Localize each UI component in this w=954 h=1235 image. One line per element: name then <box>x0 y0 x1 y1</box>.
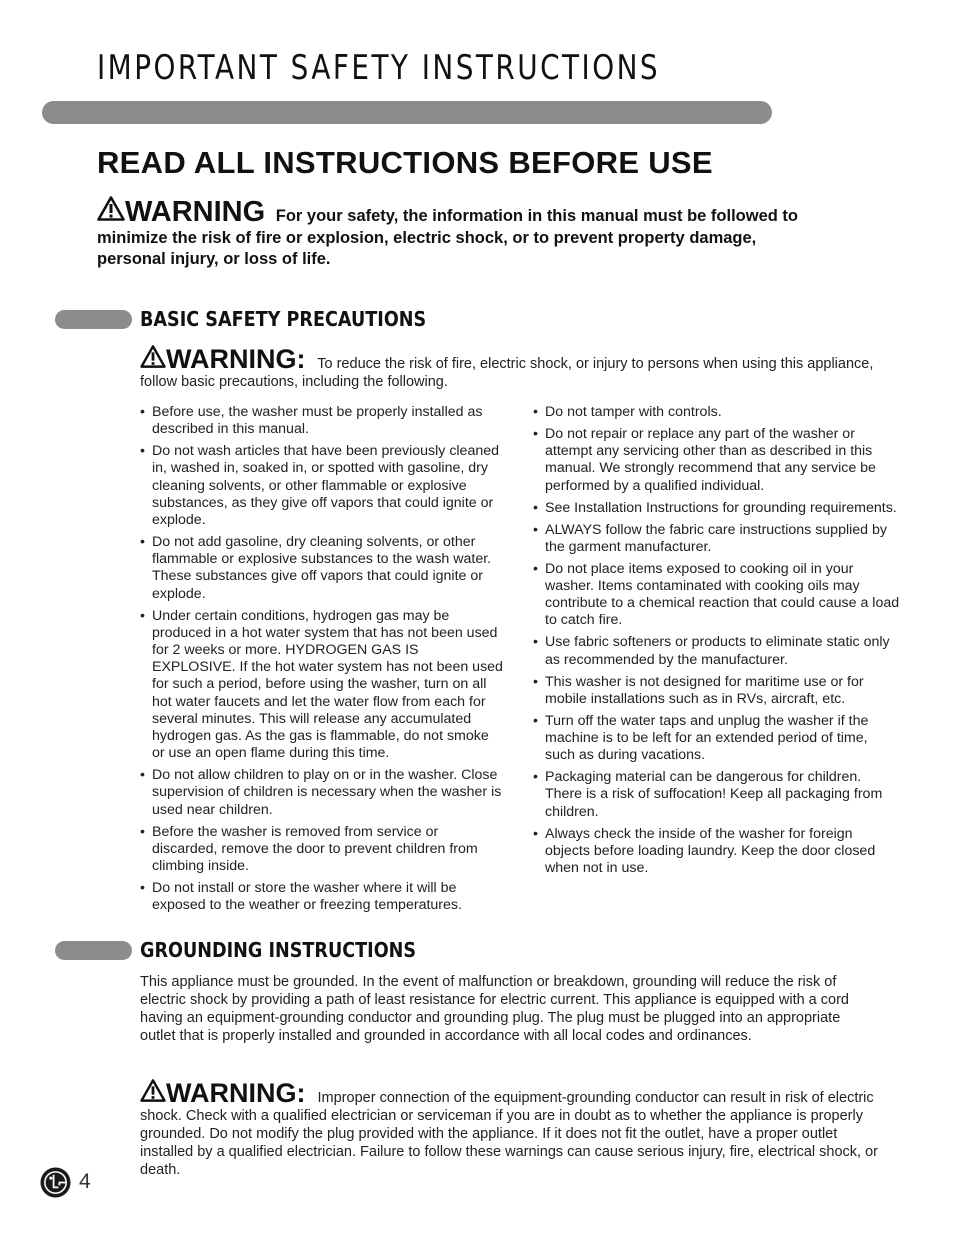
precautions-list-right <box>533 404 901 882</box>
warning-triangle-icon <box>140 1079 166 1102</box>
list-item: • Do not tamper with controls. <box>533 404 901 421</box>
list-item: • Use fabric softeners or products to eliminate static only as recommended by the manufacturer. <box>533 634 901 668</box>
page-header-title: IMPORTANT SAFETY INSTRUCTIONS <box>97 48 661 88</box>
section-marker-grounding <box>55 941 132 960</box>
intro-warning <box>97 196 817 271</box>
list-item: • Always check the inside of the washer for foreign objects before loading laundry. Keep the door closed when not in use. <box>533 826 901 878</box>
section-marker-basic <box>55 310 132 329</box>
list-item: • Do not wash articles that have been previously cleaned in, washed in, soaked in, or spotted with gasoline, dry cleaning solvents, or other flammable or explosive substances, as they give off vapors that could ignite or explode. <box>140 443 505 529</box>
intro-warning-text: For your safety, the information in this manual must be followed to minimize the risk of fire or explosion, electric shock, or to prevent property damage, personal injury, or loss of life. <box>97 207 798 268</box>
warning-label: WARNING <box>125 196 266 228</box>
list-item: • ALWAYS follow the fabric care instructions supplied by the garment manufacturer. <box>533 522 901 556</box>
list-item: • This washer is not designed for maritime use or for mobile installations such as in RVs, aircraft, etc. <box>533 674 901 708</box>
lg-logo-icon <box>40 1167 71 1198</box>
page-number: 4 <box>79 1170 91 1193</box>
list-item: • Packaging material can be dangerous for children. There is a risk of suffocation! Keep all packaging from children. <box>533 769 901 821</box>
warning-triangle-icon <box>140 345 166 368</box>
grounding-text: This appliance must be grounded. In the event of malfunction or breakdown, grounding will reduce the risk of electric shock by providing a path of least resistance for electric current. This appliance is equipped with a cord having an equipment-grounding conductor and grounding plug. The plug must be plugged into an appropriate outlet that is properly installed and grounded in accordance with all local codes and ordinances. <box>140 974 849 1044</box>
grounding-heading: GROUNDING INSTRUCTIONS <box>140 938 417 962</box>
list-item: • Before use, the washer must be properly installed as described in this manual. <box>140 404 505 438</box>
warning-triangle-icon <box>97 196 125 221</box>
list-item: • Turn off the water taps and unplug the washer if the machine is to be left for an extended period of time, such as during vacations. <box>533 713 901 765</box>
list-item: • Do not place items exposed to cooking oil in your washer. Items contaminated with cooking oils may contribute to a chemical reaction that could cause a load to catch fire. <box>533 561 901 630</box>
warning-label: WARNING: <box>166 1078 306 1108</box>
list-item: • Before the washer is removed from service or discarded, remove the door to prevent children from climbing inside. <box>140 824 505 876</box>
basic-safety-heading: BASIC SAFETY PRECAUTIONS <box>140 307 427 331</box>
main-heading: READ ALL INSTRUCTIONS BEFORE USE <box>97 145 713 180</box>
warning-label: WARNING: <box>166 344 306 374</box>
list-item: • Do not repair or replace any part of the washer or attempt any servicing other than as described in this manual. We strongly recommend that any service be performed by a qualified individual. <box>533 426 901 495</box>
precautions-list-left <box>140 404 505 919</box>
list-item: • Under certain conditions, hydrogen gas may be produced in a hot water system that has not been used for 2 weeks or more. HYDROGEN GAS IS EXPLOSIVE. If the hot water system has not been used for such a period, before using the washer, turn on all hot water faucets and let the water flow from each for several minutes. This will release any accumulated hydrogen gas. As the gas is flammable, do not smoke or use an open flame during this time. <box>140 608 505 763</box>
list-item: • Do not add gasoline, dry cleaning solvents, or other flammable or explosive substances to the wash water. These substances give off vapors that could ignite or explode. <box>140 534 505 603</box>
grounding-warning-text: Improper connection of the equipment-grounding conductor can result in risk of electric shock. Check with a qualified electrician or serviceman if you are in doubt as to whether the appliance is properly grounded. Do not modify the plug provided with the appliance. If it does not fit the outlet, have a proper outlet installed by a qualified electrician. Failure to follow these warnings can cause serious injury, fire, electrical shock, or death. <box>140 1090 878 1178</box>
header-bar <box>42 101 772 124</box>
basic-safety-warning-text: To reduce the risk of fire, electric shock, or injury to persons when using this appliance, follow basic precautions, including the following. <box>140 356 874 390</box>
list-item: • Do not install or store the washer where it will be exposed to the weather or freezing temperatures. <box>140 880 505 914</box>
list-item: • See Installation Instructions for grounding requirements. <box>533 500 901 517</box>
basic-safety-warning <box>140 345 890 391</box>
grounding-warning <box>140 1079 885 1179</box>
list-item: • Do not allow children to play on or in the washer. Close supervision of children is necessary when the washer is used near children. <box>140 767 505 819</box>
